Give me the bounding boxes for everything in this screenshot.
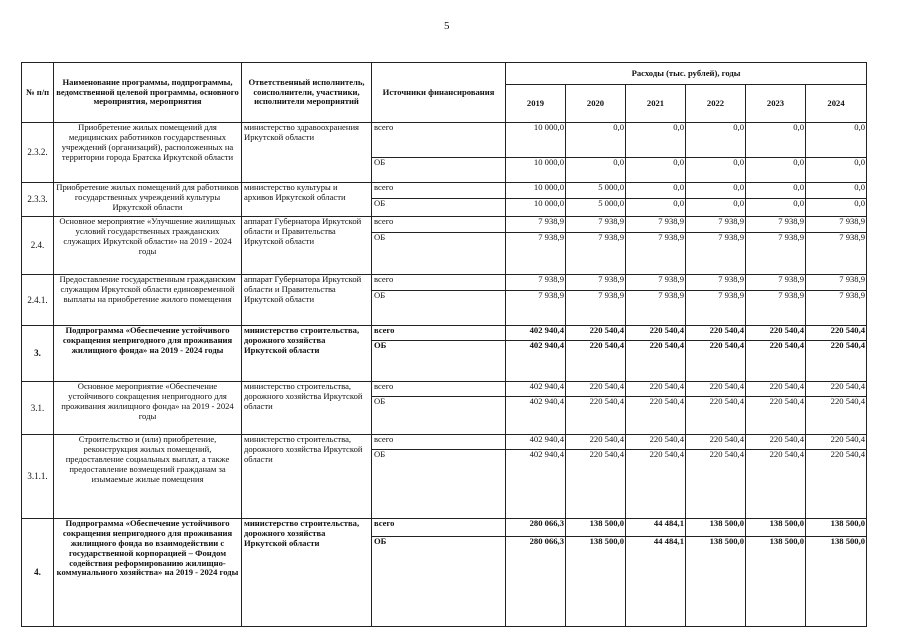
table-row: [22, 123, 867, 158]
header-source: Источники финансирования: [372, 63, 506, 123]
expense-value: 7 938,9: [746, 233, 806, 275]
expense-value: 7 938,9: [806, 217, 867, 233]
expense-value: 220 540,4: [686, 341, 746, 382]
expenses-table: [21, 62, 867, 627]
funding-source: всего: [372, 326, 506, 341]
expense-value: 7 938,9: [806, 291, 867, 326]
expense-value: 5 000,0: [566, 183, 626, 199]
expense-value: 0,0: [686, 199, 746, 217]
header-no: № п/п: [22, 63, 54, 123]
expense-value: 138 500,0: [746, 537, 806, 627]
expense-value: 10 000,0: [506, 158, 566, 183]
expense-value: 0,0: [746, 158, 806, 183]
header-expenses: Расходы (тыс. рублей), годы: [506, 63, 867, 85]
funding-source: ОБ: [372, 291, 506, 326]
expense-value: 138 500,0: [746, 519, 806, 537]
expense-value: 402 940,4: [506, 341, 566, 382]
expense-value: 10 000,0: [506, 123, 566, 158]
expense-value: 7 938,9: [746, 291, 806, 326]
expense-value: 220 540,4: [686, 435, 746, 450]
expense-value: 0,0: [806, 199, 867, 217]
expense-value: 402 940,4: [506, 435, 566, 450]
expense-value: 220 540,4: [806, 341, 867, 382]
expense-value: 44 484,1: [626, 519, 686, 537]
header-year: 2024: [806, 85, 867, 123]
expense-value: 7 938,9: [506, 217, 566, 233]
expense-value: 220 540,4: [686, 382, 746, 397]
row-executor: аппарат Губернатора Иркутской области и Правительства Иркутской области: [242, 217, 372, 275]
row-name: Предоставление государственным гражданским служащим Иркутской области единовременной выплаты на приобретение жилого помещения: [54, 275, 242, 326]
expense-value: 220 540,4: [566, 326, 626, 341]
funding-source: ОБ: [372, 537, 506, 627]
expense-value: 138 500,0: [566, 519, 626, 537]
expense-value: 0,0: [746, 199, 806, 217]
expense-value: 0,0: [806, 183, 867, 199]
expense-value: 220 540,4: [566, 450, 626, 519]
expense-value: 138 500,0: [566, 537, 626, 627]
row-name: Подпрограмма «Обеспечение устойчивого сокращения непригодного для проживания жилищного фонда» на 2019 - 2024 годы: [54, 326, 242, 382]
row-name: Основное мероприятие «Обеспечение устойчивого сокращения непригодного для проживания жилищного фонда» на 2019 - 2024 годы: [54, 382, 242, 435]
expense-value: 7 938,9: [686, 233, 746, 275]
expense-value: 220 540,4: [806, 435, 867, 450]
expense-value: 220 540,4: [566, 382, 626, 397]
page-number: 5: [444, 20, 450, 32]
expense-value: 220 540,4: [626, 382, 686, 397]
expense-value: 220 540,4: [806, 382, 867, 397]
expense-value: 280 066,3: [506, 519, 566, 537]
expense-value: 7 938,9: [626, 233, 686, 275]
expense-value: 7 938,9: [806, 233, 867, 275]
row-executor: министерство строительства, дорожного хозяйства Иркутской области: [242, 435, 372, 519]
row-name: Приобретение жилых помещений для медицинских работников государственных учреждений (организаций), расположенных на территории города Братска Иркутской области: [54, 123, 242, 183]
expense-value: 7 938,9: [686, 275, 746, 291]
row-name: Основное мероприятие «Улучшение жилищных условий государственных гражданских служащих Иркутской области» на 2019 - 2024 годы: [54, 217, 242, 275]
expense-value: 280 066,3: [506, 537, 566, 627]
header-year: 2021: [626, 85, 686, 123]
expense-value: 7 938,9: [746, 275, 806, 291]
expense-value: 220 540,4: [626, 435, 686, 450]
header-year: 2023: [746, 85, 806, 123]
expense-value: 7 938,9: [566, 217, 626, 233]
expense-value: 220 540,4: [686, 326, 746, 341]
expense-value: 402 940,4: [506, 397, 566, 435]
table-row: [22, 275, 867, 291]
row-number: 2.3.3.: [22, 183, 54, 217]
table-row: [22, 435, 867, 450]
expense-value: 0,0: [806, 158, 867, 183]
funding-source: ОБ: [372, 341, 506, 382]
expense-value: 7 938,9: [566, 275, 626, 291]
expense-value: 220 540,4: [806, 397, 867, 435]
funding-source: ОБ: [372, 397, 506, 435]
expense-value: 220 540,4: [746, 382, 806, 397]
expense-value: 220 540,4: [746, 341, 806, 382]
funding-source: всего: [372, 275, 506, 291]
expense-value: 220 540,4: [746, 450, 806, 519]
row-executor: министерство строительства, дорожного хозяйства Иркутской области: [242, 326, 372, 382]
expense-value: 220 540,4: [686, 397, 746, 435]
expense-value: 402 940,4: [506, 382, 566, 397]
row-executor: министерство строительства, дорожного хозяйства Иркутской области: [242, 519, 372, 627]
table-row: [22, 326, 867, 341]
row-number: 3.1.: [22, 382, 54, 435]
row-executor: министерство здравоохранения Иркутской области: [242, 123, 372, 183]
expense-value: 220 540,4: [746, 326, 806, 341]
expense-value: 220 540,4: [566, 435, 626, 450]
header-executor: Ответственный исполнитель, соисполнители, участники, исполнители мероприятий: [242, 63, 372, 123]
funding-source: всего: [372, 123, 506, 158]
expense-value: 0,0: [746, 123, 806, 158]
funding-source: ОБ: [372, 158, 506, 183]
expense-value: 0,0: [626, 158, 686, 183]
row-number: 2.3.2.: [22, 123, 54, 183]
funding-source: ОБ: [372, 233, 506, 275]
expense-value: 7 938,9: [566, 233, 626, 275]
expense-value: 220 540,4: [566, 341, 626, 382]
expense-value: 138 500,0: [806, 537, 867, 627]
table-row: [22, 519, 867, 537]
expense-value: 220 540,4: [806, 450, 867, 519]
row-number: 3.: [22, 326, 54, 382]
expense-value: 7 938,9: [806, 275, 867, 291]
expense-value: 220 540,4: [626, 326, 686, 341]
expense-value: 7 938,9: [626, 217, 686, 233]
row-executor: аппарат Губернатора Иркутской области и Правительства Иркутской области: [242, 275, 372, 326]
expense-value: 138 500,0: [686, 519, 746, 537]
row-number: 4.: [22, 519, 54, 627]
expense-value: 402 940,4: [506, 326, 566, 341]
row-name: Строительство и (или) приобретение, реконструкция жилых помещений, предоставление социальных выплат, а также предоставление возмещений гражданам за изымаемые жилые помещения: [54, 435, 242, 519]
expense-value: 220 540,4: [686, 450, 746, 519]
expense-value: 10 000,0: [506, 183, 566, 199]
expense-value: 0,0: [566, 123, 626, 158]
header-name: Наименование программы, подпрограммы, ведомственной целевой программы, основного мероприятия, мероприятия: [54, 63, 242, 123]
funding-source: всего: [372, 435, 506, 450]
expense-value: 7 938,9: [506, 275, 566, 291]
expense-value: 0,0: [686, 123, 746, 158]
expense-value: 0,0: [686, 183, 746, 199]
expense-value: 402 940,4: [506, 450, 566, 519]
header-year: 2019: [506, 85, 566, 123]
expense-value: 0,0: [686, 158, 746, 183]
funding-source: ОБ: [372, 199, 506, 217]
row-name: Приобретение жилых помещений для работников государственных учреждений культуры Иркутской области: [54, 183, 242, 217]
expense-value: 220 540,4: [626, 397, 686, 435]
expense-value: 7 938,9: [626, 275, 686, 291]
expense-value: 138 500,0: [686, 537, 746, 627]
header-year: 2020: [566, 85, 626, 123]
expense-value: 0,0: [626, 183, 686, 199]
funding-source: всего: [372, 183, 506, 199]
expense-value: 220 540,4: [626, 341, 686, 382]
row-number: 2.4.1.: [22, 275, 54, 326]
expense-value: 7 938,9: [506, 233, 566, 275]
expense-value: 7 938,9: [566, 291, 626, 326]
expense-value: 0,0: [806, 123, 867, 158]
funding-source: ОБ: [372, 450, 506, 519]
row-name: Подпрограмма «Обеспечение устойчивого сокращения непригодного для проживания жилищного фонда во взаимодействии с государственной корпорацией – Фондом содействия реформированию жилищно-коммунального хозяйства» на 2019 - 2024 годы: [54, 519, 242, 627]
table-row: [22, 217, 867, 233]
expense-value: 7 938,9: [686, 217, 746, 233]
expense-value: 44 484,1: [626, 537, 686, 627]
expense-value: 220 540,4: [626, 450, 686, 519]
table-body: [22, 123, 867, 627]
funding-source: всего: [372, 382, 506, 397]
row-number: 3.1.1.: [22, 435, 54, 519]
expense-value: 0,0: [626, 123, 686, 158]
expense-value: 0,0: [746, 183, 806, 199]
expense-value: 0,0: [566, 158, 626, 183]
expense-value: 220 540,4: [746, 397, 806, 435]
expense-value: 5 000,0: [566, 199, 626, 217]
expense-value: 220 540,4: [806, 326, 867, 341]
expense-value: 7 938,9: [626, 291, 686, 326]
funding-source: всего: [372, 217, 506, 233]
header-year: 2022: [686, 85, 746, 123]
expense-value: 138 500,0: [806, 519, 867, 537]
expense-value: 7 938,9: [506, 291, 566, 326]
row-number: 2.4.: [22, 217, 54, 275]
row-executor: министерство строительства, дорожного хозяйства Иркутской области: [242, 382, 372, 435]
expense-value: 7 938,9: [746, 217, 806, 233]
funding-source: всего: [372, 519, 506, 537]
row-executor: министерство культуры и архивов Иркутской области: [242, 183, 372, 217]
expense-value: 220 540,4: [746, 435, 806, 450]
expense-value: 10 000,0: [506, 199, 566, 217]
table-row: [22, 183, 867, 199]
table-row: [22, 382, 867, 397]
expense-value: 7 938,9: [686, 291, 746, 326]
expense-value: 220 540,4: [566, 397, 626, 435]
expense-value: 0,0: [626, 199, 686, 217]
